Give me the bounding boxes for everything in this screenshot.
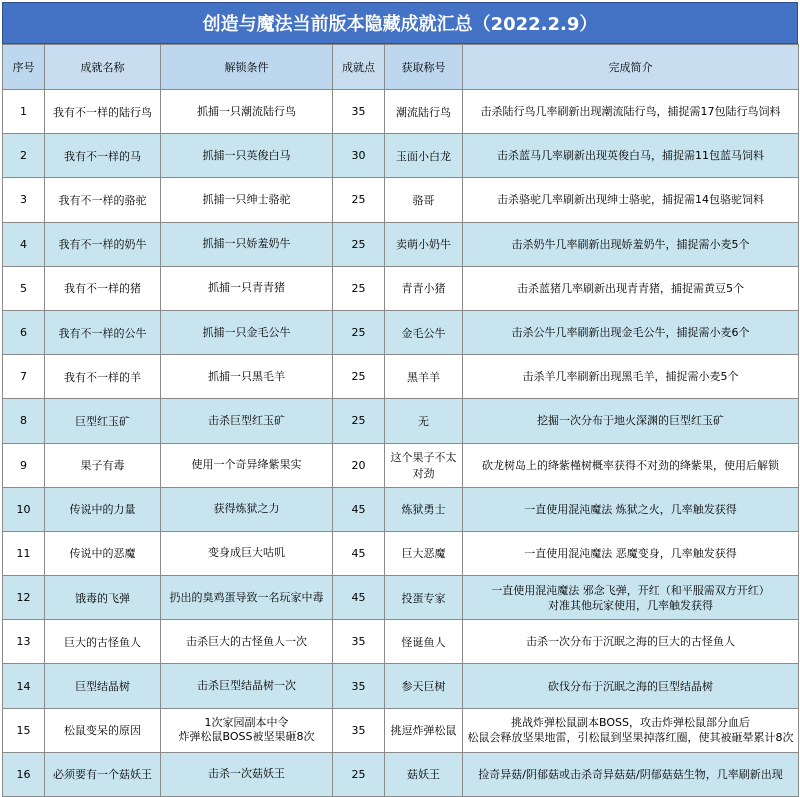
row-number: 12: [3, 576, 45, 620]
achievement-points: 35: [333, 620, 385, 664]
completion-description: 一直使用混沌魔法 炼狱之火，几率触发获得: [463, 487, 799, 531]
row-number: 7: [3, 355, 45, 399]
unlock-condition: 使用一个奇异绛紫果实: [161, 443, 333, 487]
reward-title: 卖萌小奶牛: [385, 222, 463, 266]
table-row: [3, 576, 799, 620]
row-number: 9: [3, 443, 45, 487]
unlock-condition: 抓捕一只绅士骆驼: [161, 178, 333, 222]
row-number: 5: [3, 266, 45, 310]
achievement-name: 传说中的恶魔: [45, 531, 161, 575]
reward-title: 金毛公牛: [385, 310, 463, 354]
unlock-condition: 变身成巨大咕叽: [161, 531, 333, 575]
table-row: [3, 664, 799, 708]
achievement-points: 35: [333, 708, 385, 752]
header-name: 成就名称: [45, 45, 161, 90]
unlock-condition: 抓捕一只黑毛羊: [161, 355, 333, 399]
reward-title: 青青小猪: [385, 266, 463, 310]
row-number: 10: [3, 487, 45, 531]
achievement-points: 30: [333, 134, 385, 178]
achievement-points: 25: [333, 266, 385, 310]
achievement-name: 我有不一样的猪: [45, 266, 161, 310]
reward-title: 怪诞鱼人: [385, 620, 463, 664]
achievement-name: 巨型结晶树: [45, 664, 161, 708]
achievement-points: 45: [333, 576, 385, 620]
achievement-points: 25: [333, 310, 385, 354]
achievement-name: 我有不一样的马: [45, 134, 161, 178]
row-number: 16: [3, 752, 45, 796]
header-title-reward: 获取称号: [385, 45, 463, 90]
row-number: 15: [3, 708, 45, 752]
achievement-name: 饿毒的飞弹: [45, 576, 161, 620]
achievement-name: 巨大的古怪鱼人: [45, 620, 161, 664]
unlock-condition: 击杀巨大的古怪鱼人一次: [161, 620, 333, 664]
reward-title: 玉面小白龙: [385, 134, 463, 178]
achievement-points: 25: [333, 399, 385, 443]
completion-description: 挑战炸弹松鼠副本BOSS，攻击炸弹松鼠部分血后 松鼠会释放坚果地雷，引松鼠到坚果掉落红圈，使其被砸晕累计8次: [463, 708, 799, 752]
unlock-condition: 抓捕一只青青猪: [161, 266, 333, 310]
reward-title: 参天巨树: [385, 664, 463, 708]
table-row: [3, 443, 799, 487]
reward-title: 骆哥: [385, 178, 463, 222]
achievement-points: 25: [333, 222, 385, 266]
row-number: 8: [3, 399, 45, 443]
header-condition: 解锁条件: [161, 45, 333, 90]
completion-description: 捡奇异菇/阴郁菇或击杀奇异菇菇/阴郁菇菇生物，几率刷新出现: [463, 752, 799, 796]
reward-title: 炼狱勇士: [385, 487, 463, 531]
achievement-name: 果子有毒: [45, 443, 161, 487]
achievement-name: 我有不一样的奶牛: [45, 222, 161, 266]
unlock-condition: 抓捕一只英俊白马: [161, 134, 333, 178]
row-number: 14: [3, 664, 45, 708]
unlock-condition: 击杀巨型红玉矿: [161, 399, 333, 443]
unlock-condition: 获得炼狱之力: [161, 487, 333, 531]
unlock-condition: 抓捕一只潮流陆行鸟: [161, 90, 333, 134]
reward-title: 黑羊羊: [385, 355, 463, 399]
achievement-points: 25: [333, 178, 385, 222]
row-number: 1: [3, 90, 45, 134]
reward-title: 挑逗炸弹松鼠: [385, 708, 463, 752]
table-row: [3, 708, 799, 752]
achievement-points: 35: [333, 90, 385, 134]
unlock-condition: 抓捕一只娇羞奶牛: [161, 222, 333, 266]
unlock-condition: 1次家园副本中令 炸弹松鼠BOSS被坚果砸8次: [161, 708, 333, 752]
reward-title: 菇妖王: [385, 752, 463, 796]
header-description: 完成简介: [463, 45, 799, 90]
unlock-condition: 扔出的臭鸡蛋导致一名玩家中毒: [161, 576, 333, 620]
row-number: 11: [3, 531, 45, 575]
achievement-name: 我有不一样的公牛: [45, 310, 161, 354]
row-number: 6: [3, 310, 45, 354]
unlock-condition: 抓捕一只金毛公牛: [161, 310, 333, 354]
achievement-points: 25: [333, 752, 385, 796]
reward-title: 巨大恶魔: [385, 531, 463, 575]
achievement-name: 传说中的力量: [45, 487, 161, 531]
completion-description: 击杀蓝猪几率刷新出现青青猪，捕捉需黄豆5个: [463, 266, 799, 310]
completion-description: 挖掘一次分布于地火深渊的巨型红玉矿: [463, 399, 799, 443]
completion-description: 击杀羊几率刷新出现黑毛羊，捕捉需小麦5个: [463, 355, 799, 399]
row-number: 3: [3, 178, 45, 222]
table-title: 创造与魔法当前版本隐藏成就汇总（2022.2.9）: [2, 2, 798, 44]
table-row: [3, 222, 799, 266]
table-row: [3, 399, 799, 443]
table-row: [3, 531, 799, 575]
reward-title: 这个果子不太对劲: [385, 443, 463, 487]
achievement-points: 45: [333, 531, 385, 575]
header-row: [3, 45, 799, 90]
completion-description: 击杀一次分布于沉眠之海的巨大的古怪鱼人: [463, 620, 799, 664]
unlock-condition: 击杀一次菇妖王: [161, 752, 333, 796]
achievement-name: 我有不一样的骆驼: [45, 178, 161, 222]
header-points: 成就点: [333, 45, 385, 90]
achievement-table: [2, 44, 799, 797]
completion-description: 击杀骆驼几率刷新出现绅士骆驼，捕捉需14包骆驼饲料: [463, 178, 799, 222]
table-row: [3, 487, 799, 531]
completion-description: 一直使用混沌魔法 邪念飞弹，开红（和平服需双方开红） 对准其他玩家使用，几率触发获得: [463, 576, 799, 620]
table-row: [3, 266, 799, 310]
reward-title: 无: [385, 399, 463, 443]
unlock-condition: 击杀巨型结晶树一次: [161, 664, 333, 708]
achievement-name: 巨型红玉矿: [45, 399, 161, 443]
completion-description: 砍龙树岛上的绛紫槿树概率获得不对劲的绛紫果，使用后解锁: [463, 443, 799, 487]
row-number: 2: [3, 134, 45, 178]
table-row: [3, 134, 799, 178]
table-row: [3, 620, 799, 664]
reward-title: 潮流陆行鸟: [385, 90, 463, 134]
achievement-name: 我有不一样的陆行鸟: [45, 90, 161, 134]
table-row: [3, 752, 799, 796]
reward-title: 投蛋专家: [385, 576, 463, 620]
header-no: 序号: [3, 45, 45, 90]
table-row: [3, 310, 799, 354]
completion-description: 击杀奶牛几率刷新出现娇羞奶牛，捕捉需小麦5个: [463, 222, 799, 266]
completion-description: 砍伐分布于沉眠之海的巨型结晶树: [463, 664, 799, 708]
completion-description: 击杀陆行鸟几率刷新出现潮流陆行鸟，捕捉需17包陆行鸟饲料: [463, 90, 799, 134]
table-row: [3, 90, 799, 134]
completion-description: 击杀公牛几率刷新出现金毛公牛，捕捉需小麦6个: [463, 310, 799, 354]
achievement-points: 45: [333, 487, 385, 531]
table-row: [3, 355, 799, 399]
achievement-points: 25: [333, 355, 385, 399]
completion-description: 击杀蓝马几率刷新出现英俊白马，捕捉需11包蓝马饲料: [463, 134, 799, 178]
achievement-points: 35: [333, 664, 385, 708]
completion-description: 一直使用混沌魔法 恶魔变身，几率触发获得: [463, 531, 799, 575]
row-number: 4: [3, 222, 45, 266]
table-row: [3, 178, 799, 222]
achievement-name: 必须要有一个菇妖王: [45, 752, 161, 796]
achievement-name: 我有不一样的羊: [45, 355, 161, 399]
achievement-name: 松鼠变呆的原因: [45, 708, 161, 752]
row-number: 13: [3, 620, 45, 664]
achievement-points: 20: [333, 443, 385, 487]
